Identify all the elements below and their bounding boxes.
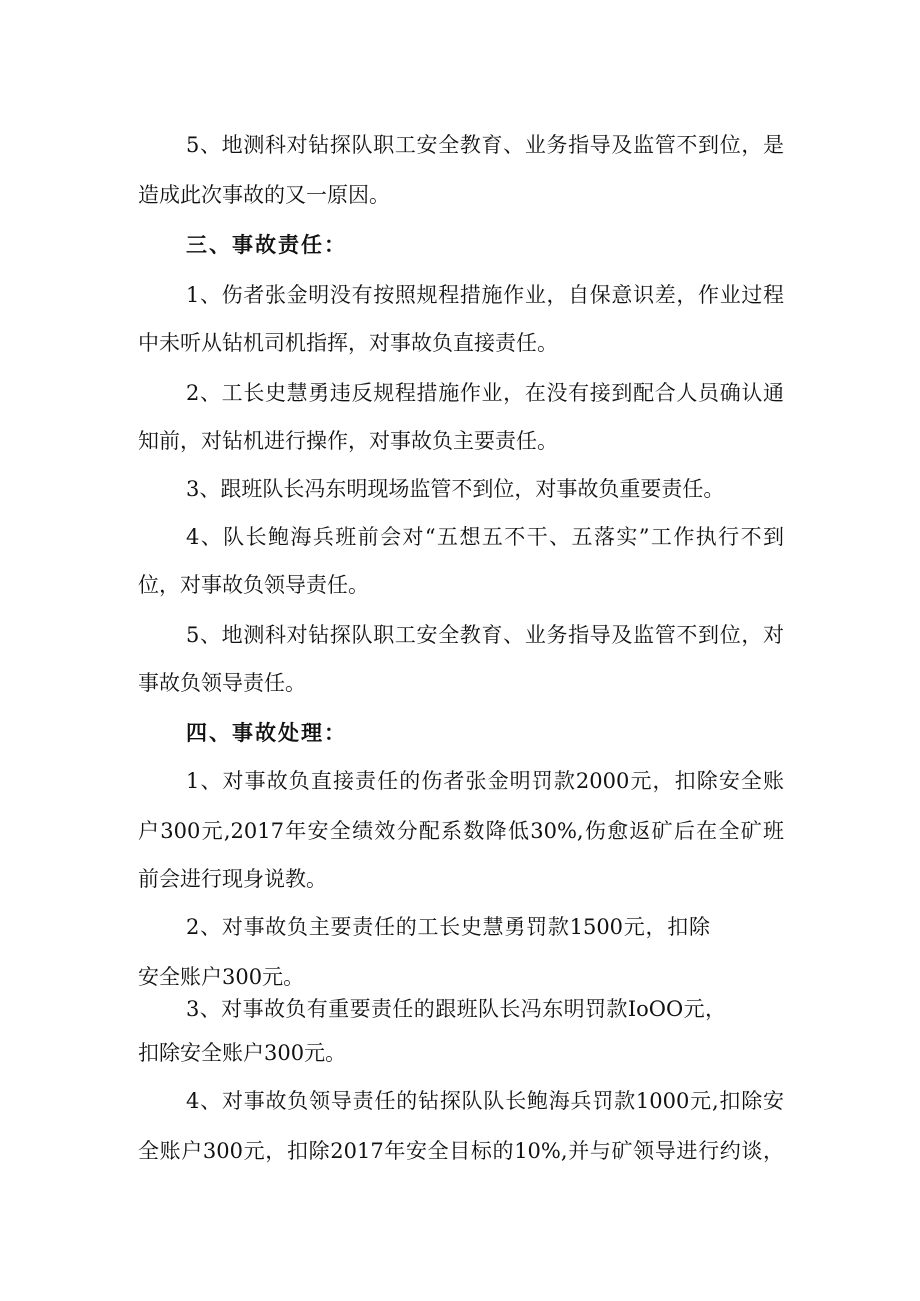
handling-4-line-2: 全账户300元，扣除2017年安全目标的10%,并与矿领导进行约谈， <box>138 1139 784 1163</box>
responsibility-5-line-1: 5、地测科对钻探队职工安全教育、业务指导及监管不到位，对 <box>186 623 784 647</box>
handling-1-line-3: 前会进行现身说教。 <box>138 867 327 891</box>
section-heading-responsibility: 三、事故责任： <box>186 232 347 257</box>
paragraph-5-line-1: 5、地测科对钻探队职工安全教育、业务指导及监管不到位，是 <box>186 133 784 157</box>
responsibility-1-line-2: 中未听从钻机司机指挥，对事故负直接责任。 <box>138 331 558 355</box>
responsibility-2-line-2: 知前，对钻机进行操作，对事故负主要责任。 <box>138 429 558 453</box>
handling-1-line-1: 1、对事故负直接责任的伤者张金明罚款2000元，扣除安全账 <box>186 769 784 793</box>
handling-2-line-2: 安全账户300元。 <box>138 965 305 989</box>
handling-3-line-2: 扣除安全账户300元。 <box>138 1041 347 1065</box>
paragraph-5-line-2: 造成此次事故的又一原因。 <box>138 183 390 207</box>
section-heading-handling: 四、事故处理： <box>186 720 347 745</box>
handling-4-line-1: 4、对事故负领导责任的钻探队队长鲍海兵罚款1000元,扣除安 <box>186 1089 784 1113</box>
responsibility-3: 3、跟班队长冯东明现场监管不到位，对事故负重要责任。 <box>186 477 725 501</box>
responsibility-5-line-2: 事故负领导责任。 <box>138 671 306 695</box>
handling-2-line-1: 2、对事故负主要责任的工长史慧勇罚款1500元，扣除 <box>186 915 710 939</box>
responsibility-1-line-1: 1、伤者张金明没有按照规程措施作业，自保意识差，作业过程 <box>186 283 784 307</box>
handling-3-line-1: 3、对事故负有重要责任的跟班队长冯东明罚款IoOO元， <box>186 997 726 1021</box>
responsibility-4-line-1: 4、队长鲍海兵班前会对“五想五不干、五落实”工作执行不到 <box>186 525 784 549</box>
responsibility-4-line-2: 位，对事故负领导责任。 <box>138 573 369 597</box>
responsibility-2-line-1: 2、工长史慧勇违反规程措施作业，在没有接到配合人员确认通 <box>186 381 784 405</box>
handling-1-line-2: 户300元,2017年安全绩效分配系数降低30%,伤愈返矿后在全矿班 <box>138 819 784 843</box>
